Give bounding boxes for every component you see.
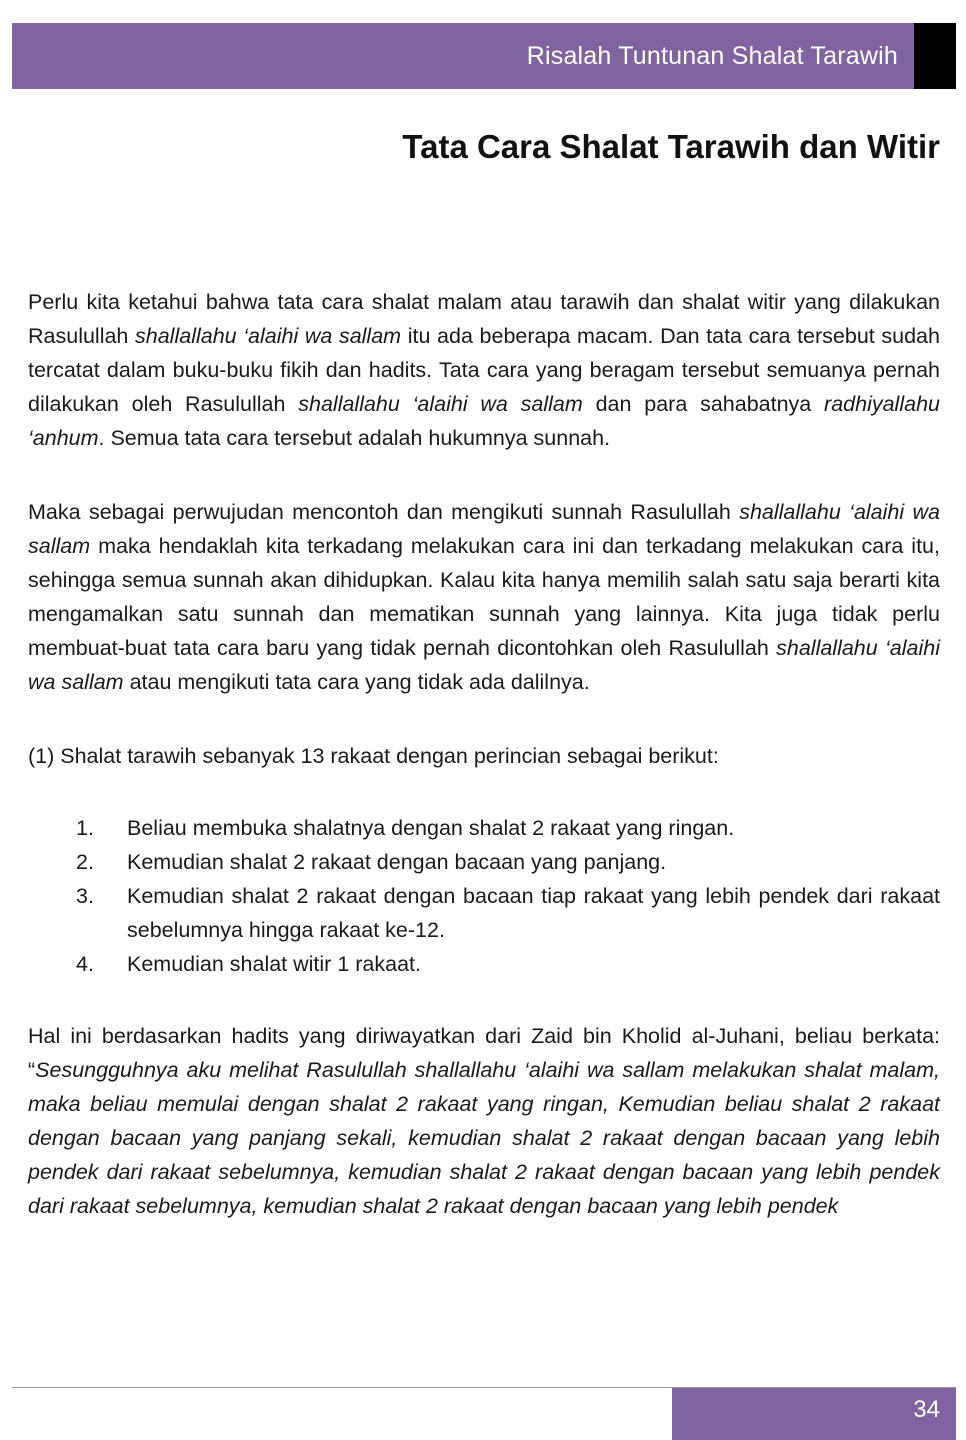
main-content bbox=[28, 285, 940, 1223]
list-item bbox=[28, 845, 940, 879]
text-run: atau mengikuti tata cara yang tidak ada dalilnya. bbox=[123, 670, 590, 694]
spacer bbox=[28, 699, 940, 739]
text-run: dan para sahabatnya bbox=[582, 392, 825, 416]
text-run: Hal ini berdasarkan hadits yang diriwayatkan dari Zaid bin Kholid al-Juhani, beliau berkata: “ bbox=[28, 1024, 940, 1082]
italic-run: shallallahu ‘alaihi wa sallam bbox=[28, 500, 941, 558]
paragraph-hadith bbox=[28, 1019, 940, 1223]
list-item bbox=[28, 811, 940, 845]
section-intro: Shalat tarawih sebanyak 13 rakaat dengan perincian sebagai berikut: bbox=[54, 744, 719, 768]
list-text: Beliau membuka shalatnya dengan shalat 2 rakaat yang ringan. bbox=[127, 816, 735, 840]
page-title: Tata Cara Shalat Tarawih dan Witir bbox=[402, 128, 940, 165]
list-text: Kemudian shalat witir 1 rakaat. bbox=[127, 952, 421, 976]
list-text: Kemudian shalat 2 rakaat dengan bacaan yang panjang. bbox=[127, 850, 667, 874]
list-number: 1. bbox=[76, 816, 94, 840]
steps-list bbox=[28, 811, 940, 981]
list-number: 4. bbox=[76, 952, 94, 976]
text-run: . Semua tata cara tersebut adalah hukumnya sunnah. bbox=[98, 426, 611, 450]
italic-run: radhiyallahu ‘anhum bbox=[28, 392, 940, 450]
paragraph-intro bbox=[28, 285, 940, 455]
page-number: 34 bbox=[913, 1396, 940, 1423]
list-number: 2. bbox=[76, 850, 94, 874]
text-run: Perlu kita ketahui bahwa tata cara shalat malam atau tarawih dan shalat witir yang dilakukan Rasulullah bbox=[28, 290, 940, 348]
italic-run: shallallahu ‘alaihi wa sallam bbox=[28, 636, 940, 694]
text-run: maka hendaklah kita terkadang melakukan cara ini dan terkadang melakukan cara itu, sehingga semua sunnah akan dihidupkan. Kalau kita hanya memilih salah satu saja berarti kita mengamalkan satu sunnah dan mematikan sunnah yang lainnya. Kita juga tidak perlu membuat-buat tata cara baru yang tidak pernah dicontohkan oleh Rasulullah bbox=[28, 534, 940, 660]
spacer bbox=[28, 455, 940, 495]
header-black-block bbox=[914, 23, 956, 89]
list-number: 3. bbox=[76, 884, 94, 908]
header-title: Risalah Tuntunan Shalat Tarawih bbox=[526, 42, 898, 70]
text-run: itu ada beberapa macam. Dan tata cara tersebut sudah tercatat dalam buku-buku fikih dan hadits. Tata cara yang beragam tersebut semuanya pernah dilakukan oleh Rasulullah bbox=[28, 324, 940, 416]
list-item bbox=[28, 879, 940, 947]
list-text: Kemudian shalat 2 rakaat dengan bacaan tiap rakaat yang lebih pendek dari rakaat sebelumnya hingga rakaat ke-12. bbox=[127, 884, 940, 942]
list-item bbox=[28, 947, 940, 981]
italic-run: shallallahu ‘alaihi wa sallam bbox=[298, 392, 583, 416]
hadith-quote: Sesungguhnya aku melihat Rasulullah shallallahu ‘alaihi wa sallam melakukan shalat malam, maka beliau memulai dengan shalat 2 rakaat yang ringan, Kemudian beliau shalat 2 rakaat dengan bacaan yang panjang sekali, kemudian shalat 2 rakaat dengan bacaan yang lebih pendek dari rakaat sebelumnya, kemudian shalat 2 rakaat dengan bacaan yang lebih pendek dari rakaat sebelumnya, kemudian shalat 2 rakaat dengan bacaan yang lebih pendek bbox=[28, 1058, 940, 1218]
section-marker: (1) bbox=[28, 744, 55, 768]
section-heading bbox=[28, 739, 940, 773]
paragraph-sunnah bbox=[28, 495, 940, 699]
text-run: Maka sebagai perwujudan mencontoh dan mengikuti sunnah Rasulullah bbox=[28, 500, 740, 524]
spacer bbox=[28, 981, 940, 1019]
italic-run: shallallahu ‘alaihi wa sallam bbox=[135, 324, 402, 348]
spacer bbox=[28, 773, 940, 811]
